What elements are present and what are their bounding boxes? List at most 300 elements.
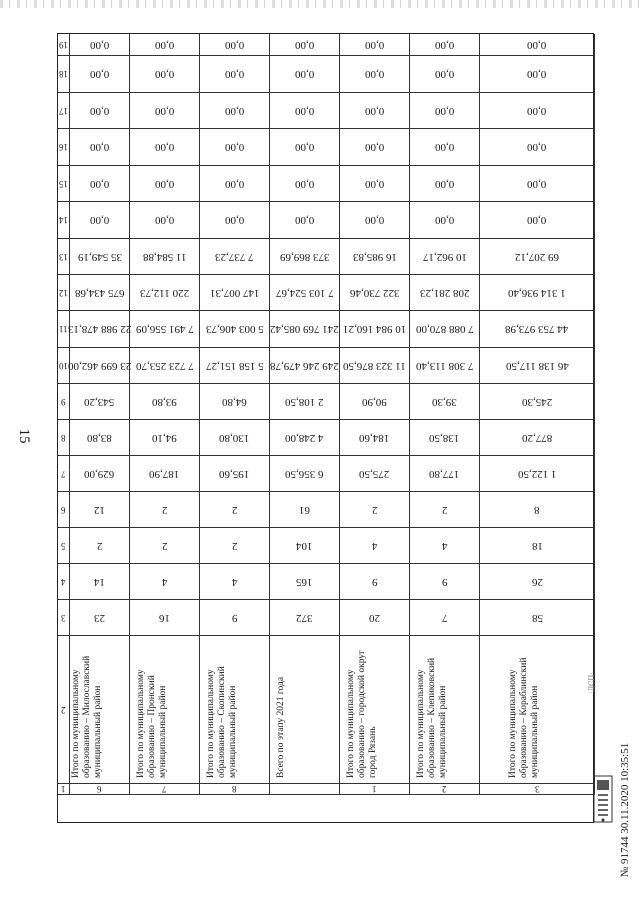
- table-cell: [340, 311, 410, 348]
- table-cell: [270, 166, 340, 202]
- table-cell: [340, 202, 410, 239]
- column-number: [58, 93, 70, 129]
- table-cell: [130, 420, 200, 456]
- table-cell-text: 245,30: [521, 395, 553, 408]
- table-cell-text: 208 281,23: [419, 286, 470, 299]
- table-cell-text: 0,00: [364, 177, 385, 190]
- table-cell: [70, 166, 130, 202]
- table-cell-text: 0,00: [224, 38, 245, 51]
- row-name: [410, 636, 480, 784]
- table-cell-text: 373 869,69: [279, 250, 330, 263]
- table-cell-text: 0,00: [89, 38, 110, 51]
- table-cell: [410, 311, 480, 348]
- row-number-text: 1: [372, 784, 377, 794]
- table-cell: [410, 34, 480, 56]
- column-number: [58, 784, 70, 795]
- row-name: [270, 636, 340, 784]
- table-cell: [480, 384, 595, 420]
- table-cell-text: 8: [534, 503, 540, 516]
- table-cell: [340, 600, 410, 636]
- table-cell: [480, 564, 595, 600]
- table-cell: [480, 166, 595, 202]
- table-cell: [270, 456, 340, 492]
- table-cell-text: 0,00: [434, 104, 455, 117]
- table-cell: [200, 239, 270, 275]
- row-number-text: 2: [442, 784, 447, 794]
- table-cell: [130, 384, 200, 420]
- table-cell-text: 0,00: [224, 177, 245, 190]
- table-cell-text: 0,00: [434, 141, 455, 153]
- side-mark: [587, 665, 597, 701]
- row-number: [200, 784, 270, 795]
- table-cell-text: 675 434,68: [74, 286, 125, 299]
- row-name: [340, 636, 410, 784]
- table-cell: [200, 600, 270, 636]
- table-cell: [480, 311, 595, 348]
- row-name-text: Итого по муниципальному образованию – Милославский муниципальный район: [70, 655, 103, 778]
- table-cell-text: 44 753 973,98: [505, 323, 569, 335]
- table-cell: [270, 420, 340, 456]
- table-cell: [200, 34, 270, 56]
- column-number-text: 10: [59, 360, 68, 371]
- row-name-text: Итого по муниципальному образованию – Пронский муниципальный район: [135, 668, 168, 778]
- column-number-text: 1: [61, 784, 66, 794]
- table-cell-text: 5 003 406,73: [205, 323, 264, 335]
- table-cell: [410, 492, 480, 528]
- table-cell-text: 12: [94, 503, 105, 516]
- column-number-text: 11: [59, 324, 68, 334]
- table-cell: [270, 528, 340, 564]
- table-cell: [200, 202, 270, 239]
- table-cell: [200, 456, 270, 492]
- table-cell-text: 1 122,50: [517, 467, 557, 480]
- table-cell: [270, 564, 340, 600]
- table-cell: [410, 420, 480, 456]
- table-cell-text: 16 985,83: [352, 250, 397, 263]
- table-cell: [200, 129, 270, 166]
- table-cell: [200, 348, 270, 384]
- table-cell: [480, 348, 595, 384]
- table-grid: [58, 34, 595, 824]
- table-cell: [480, 202, 595, 239]
- table-cell-text: 69 207,12: [515, 250, 559, 263]
- table-cell: [340, 239, 410, 275]
- table-cell-text: 220 112,73: [139, 286, 190, 299]
- table-cell-text: 10 962,17: [422, 250, 467, 263]
- table-cell-text: 4: [231, 575, 238, 588]
- table-cell-text: 83,80: [87, 431, 112, 444]
- table-cell-text: 2: [371, 503, 378, 516]
- column-number-text: 14: [59, 215, 68, 225]
- table-cell: [410, 93, 480, 129]
- table-cell-text: 372: [296, 611, 313, 624]
- table-cell-text: 0,00: [364, 68, 385, 80]
- table-cell-text: 2: [231, 503, 238, 516]
- table-cell: [130, 275, 200, 311]
- table-cell: [70, 202, 130, 239]
- table-cell: [200, 384, 270, 420]
- table-cell: [340, 275, 410, 311]
- table-cell: [130, 311, 200, 348]
- table-cell-text: 7 308 113,40: [415, 359, 474, 372]
- table-cell-text: 90,90: [362, 395, 387, 408]
- table-cell: [200, 528, 270, 564]
- table-cell-text: 0,00: [527, 141, 547, 153]
- table-cell: [410, 275, 480, 311]
- table-cell-text: 0,00: [89, 141, 110, 153]
- row-name-text: Всего по этапу 2021 года: [275, 676, 286, 778]
- table-cell-text: 0,00: [434, 177, 455, 190]
- table-cell: [480, 239, 595, 275]
- table-cell-text: 64,80: [222, 395, 247, 408]
- row-name-text: Итого по муниципальному образованию – Клепиковский муниципальный район: [415, 657, 448, 778]
- table-cell-text: 629,00: [84, 467, 115, 480]
- table-cell-text: 5 158 151,27: [205, 359, 264, 372]
- data-table: [57, 33, 594, 823]
- table-cell: [200, 492, 270, 528]
- table-cell-text: 61: [299, 503, 310, 516]
- column-number-text: 8: [61, 432, 66, 443]
- table-cell: [410, 384, 480, 420]
- table-cell-text: 2 108,50: [285, 395, 324, 408]
- table-cell: [340, 166, 410, 202]
- column-number-text: 16: [59, 142, 68, 152]
- table-cell-text: 0,00: [364, 104, 385, 117]
- column-number-text: 12: [59, 287, 68, 298]
- table-cell-text: 4: [371, 539, 378, 552]
- table-cell: [70, 239, 130, 275]
- column-number-text: 13: [59, 251, 68, 262]
- table-cell: [270, 239, 340, 275]
- table-cell: [130, 600, 200, 636]
- table-cell-text: 7 103 524,67: [275, 286, 334, 299]
- table-cell: [410, 56, 480, 93]
- column-number: [58, 384, 70, 420]
- column-number-text: 9: [61, 396, 66, 407]
- table-cell-text: 275,50: [359, 467, 390, 480]
- table-cell: [410, 202, 480, 239]
- table-cell-text: 0,00: [89, 104, 110, 117]
- table-cell-text: 0,00: [294, 177, 315, 190]
- table-cell-text: 22 988 478,13: [67, 323, 132, 335]
- table-cell-text: 0,00: [154, 177, 175, 190]
- table-cell: [70, 93, 130, 129]
- column-number: [58, 34, 70, 56]
- table-cell-text: 138,50: [429, 431, 460, 444]
- table-cell: [130, 492, 200, 528]
- table-cell: [340, 492, 410, 528]
- table-cell: [270, 34, 340, 56]
- table-cell: [130, 34, 200, 56]
- table-cell-text: 0,00: [527, 214, 547, 226]
- table-cell-text: 0,00: [527, 177, 547, 190]
- table-cell: [270, 311, 340, 348]
- table-cell: [340, 456, 410, 492]
- table-cell: [200, 564, 270, 600]
- table-cell-text: 0,00: [154, 68, 175, 80]
- table-cell-text: 2: [161, 503, 168, 516]
- table-cell-text: 7 723 253,70: [135, 359, 194, 372]
- row-name: [70, 636, 130, 784]
- table-cell: [70, 492, 130, 528]
- column-number: [58, 456, 70, 492]
- table-cell: [270, 93, 340, 129]
- table-cell-text: 20: [369, 611, 380, 624]
- table-cell-text: 0,00: [294, 104, 315, 117]
- table-cell: [480, 93, 595, 129]
- table-cell-text: 195,60: [219, 467, 250, 480]
- table-cell-text: 0,00: [294, 38, 315, 51]
- table-cell-text: 4: [161, 575, 168, 588]
- table-cell: [410, 600, 480, 636]
- table-cell-text: 46 138 117,50: [505, 359, 569, 372]
- table-cell-text: 165: [296, 575, 313, 588]
- row-number-text: 3: [534, 784, 540, 794]
- column-number: [58, 528, 70, 564]
- page-number: 15: [16, 428, 32, 444]
- table-cell: [340, 420, 410, 456]
- table-cell: [340, 564, 410, 600]
- column-number-text: 6: [61, 504, 66, 515]
- table-cell: [70, 34, 130, 56]
- table-cell-text: 0,00: [364, 214, 385, 226]
- table-cell: [130, 56, 200, 93]
- table-cell-text: 0,00: [434, 214, 455, 226]
- side-mark-text: ·ДСП·: [587, 672, 596, 694]
- table-cell: [410, 166, 480, 202]
- table-cell: [70, 384, 130, 420]
- table-cell-text: 0,00: [89, 177, 110, 190]
- column-number: [58, 636, 70, 784]
- table-cell: [200, 311, 270, 348]
- table-cell-text: 0,00: [224, 141, 245, 153]
- table-cell-text: 0,00: [527, 68, 547, 80]
- table-cell-text: 0,00: [434, 68, 455, 80]
- table-cell-text: 0,00: [224, 214, 245, 226]
- table-cell-text: 7: [441, 611, 448, 624]
- table-cell: [480, 420, 595, 456]
- table-cell: [130, 348, 200, 384]
- table-cell: [130, 528, 200, 564]
- table-cell-text: 877,20: [521, 431, 553, 444]
- table-cell-text: 0,00: [224, 68, 245, 80]
- table-cell: [130, 202, 200, 239]
- table-cell: [130, 239, 200, 275]
- table-cell-text: 0,00: [294, 141, 315, 153]
- row-number-text: 6: [97, 784, 102, 794]
- column-number: [58, 275, 70, 311]
- table-cell-text: 9: [441, 575, 448, 588]
- table-cell: [410, 129, 480, 166]
- column-number: [58, 129, 70, 166]
- registration-stamp: [618, 735, 632, 885]
- table-cell: [480, 56, 595, 93]
- column-number-text: 15: [59, 178, 68, 189]
- table-cell: [480, 275, 595, 311]
- table-cell-text: 2: [441, 503, 448, 516]
- table-cell: [270, 348, 340, 384]
- column-number: [58, 166, 70, 202]
- table-cell: [480, 129, 595, 166]
- table-cell: [340, 93, 410, 129]
- table-cell: [130, 93, 200, 129]
- row-name: [200, 636, 270, 784]
- table-cell: [130, 166, 200, 202]
- table-cell-text: 0,00: [154, 104, 175, 117]
- table-cell-text: 187,90: [149, 467, 180, 480]
- table-cell: [70, 528, 130, 564]
- table-cell-text: 94,10: [152, 431, 177, 444]
- table-cell: [480, 456, 595, 492]
- table-cell-text: 93,80: [152, 395, 177, 408]
- table-cell-text: 0,00: [154, 38, 175, 51]
- table-cell-text: 23: [94, 611, 105, 624]
- table-cell-text: 10 984 160,21: [342, 323, 407, 335]
- row-name-text: Итого по муниципальному образованию – городской округ город Рязань: [345, 649, 378, 778]
- table-cell: [410, 239, 480, 275]
- table-cell: [270, 56, 340, 93]
- table-cell-text: 0,00: [364, 141, 385, 153]
- table-cell-text: 2: [231, 539, 238, 552]
- table-cell: [270, 202, 340, 239]
- table-cell: [70, 129, 130, 166]
- table-cell-text: 4: [441, 539, 448, 552]
- row-number: [270, 784, 340, 795]
- table-cell: [410, 528, 480, 564]
- table-cell: [200, 56, 270, 93]
- table-cell-text: 0,00: [154, 141, 175, 153]
- table-cell-text: 9: [231, 611, 238, 624]
- table-cell: [340, 528, 410, 564]
- row-number: [70, 784, 130, 795]
- table-cell: [340, 348, 410, 384]
- table-cell: [70, 600, 130, 636]
- table-cell-text: 14: [94, 575, 105, 588]
- table-cell: [270, 600, 340, 636]
- table-cell: [70, 420, 130, 456]
- table-cell-text: 0,00: [89, 68, 110, 80]
- table-cell-text: 35 549,19: [77, 250, 122, 263]
- table-cell: [410, 456, 480, 492]
- table-cell: [200, 420, 270, 456]
- table-cell: [67, 311, 132, 348]
- table-cell: [67, 348, 132, 384]
- table-cell-text: 249 246 479,78: [270, 359, 339, 372]
- table-cell: [130, 564, 200, 600]
- table-cell-text: 0,00: [294, 214, 315, 226]
- table-cell: [200, 275, 270, 311]
- column-number-text: 7: [61, 468, 66, 479]
- row-name: [130, 636, 200, 784]
- table-cell-text: 130,80: [219, 431, 250, 444]
- table-cell-text: 322 730,46: [349, 286, 400, 299]
- row-number: [410, 784, 480, 795]
- table-cell: [410, 348, 480, 384]
- table-cell: [410, 564, 480, 600]
- table-cell-text: 58: [531, 611, 543, 624]
- column-number: [58, 202, 70, 239]
- table-cell: [70, 564, 130, 600]
- column-number-text: 2: [61, 704, 66, 715]
- table-cell-text: 147 007,31: [209, 286, 260, 299]
- table-cell: [270, 384, 340, 420]
- table-cell-text: 7 737,23: [215, 250, 254, 263]
- row-number: [340, 784, 410, 795]
- table-cell-text: 39,30: [432, 395, 457, 408]
- table-cell-text: 1 314 936,40: [508, 286, 566, 299]
- table-cell-text: 0,00: [224, 104, 245, 117]
- table-cell-text: 0,00: [527, 38, 547, 51]
- table-cell: [200, 166, 270, 202]
- table-cell-text: 0,00: [89, 214, 110, 226]
- table-cell: [480, 600, 595, 636]
- table-cell-text: 543,20: [84, 395, 115, 408]
- row-number: [480, 784, 595, 795]
- column-number-text: 17: [59, 105, 68, 116]
- table-cell: [480, 492, 595, 528]
- table-cell-text: 6 356,50: [285, 467, 324, 480]
- row-number-text: 7: [162, 784, 167, 794]
- row-name-text: Итого по муниципальному образованию – Скопинский муниципальный район: [205, 665, 238, 778]
- column-number: [58, 600, 70, 636]
- row-number: [130, 784, 200, 795]
- table-cell: [340, 56, 410, 93]
- table-cell-text: 7 088 870,00: [415, 323, 474, 335]
- table-cell: [270, 492, 340, 528]
- row-number-text: 8: [232, 784, 237, 794]
- table-cell-text: 11 584,88: [142, 250, 187, 263]
- table-cell-text: 16: [159, 611, 170, 624]
- table-cell: [270, 129, 340, 166]
- table-cell: [270, 275, 340, 311]
- table-cell-text: 0,00: [294, 68, 315, 80]
- table-cell-text: 2: [161, 539, 168, 552]
- column-number-text: 3: [61, 612, 66, 623]
- column-number-text: 18: [59, 69, 68, 79]
- table-cell: [340, 129, 410, 166]
- table-cell-text: 0,00: [364, 38, 385, 51]
- table-cell: [70, 456, 130, 492]
- table-cell-text: 7 491 556,09: [135, 323, 194, 335]
- column-number: [58, 564, 70, 600]
- table-cell: [480, 528, 595, 564]
- seal-icon: [592, 773, 614, 825]
- column-number-text: 4: [61, 576, 66, 587]
- table-cell: [70, 275, 130, 311]
- column-number: [58, 56, 70, 93]
- table-cell: [130, 456, 200, 492]
- table-cell-text: 184,60: [359, 431, 390, 444]
- table-cell-text: 26: [531, 575, 543, 588]
- table-cell: [130, 129, 200, 166]
- row-name-text: Итого по муниципальному образованию – Кораблинский муниципальный район: [508, 657, 540, 778]
- table-cell: [70, 56, 130, 93]
- table-cell-text: 0,00: [434, 38, 455, 51]
- column-number: [58, 239, 70, 275]
- table-cell: [480, 34, 595, 56]
- row-name: [480, 636, 595, 784]
- table-cell-text: 241 769 085,42: [270, 323, 339, 335]
- table-cell-text: 0,00: [527, 104, 547, 117]
- table-cell-text: 4 248,00: [285, 431, 324, 444]
- table-cell-text: 104: [296, 539, 313, 552]
- column-number-text: 5: [61, 540, 66, 551]
- table-cell-text: 11 323 876,50: [343, 359, 406, 372]
- column-number: [58, 492, 70, 528]
- table-cell: [340, 34, 410, 56]
- column-number: [58, 420, 70, 456]
- column-number-text: 19: [59, 39, 68, 50]
